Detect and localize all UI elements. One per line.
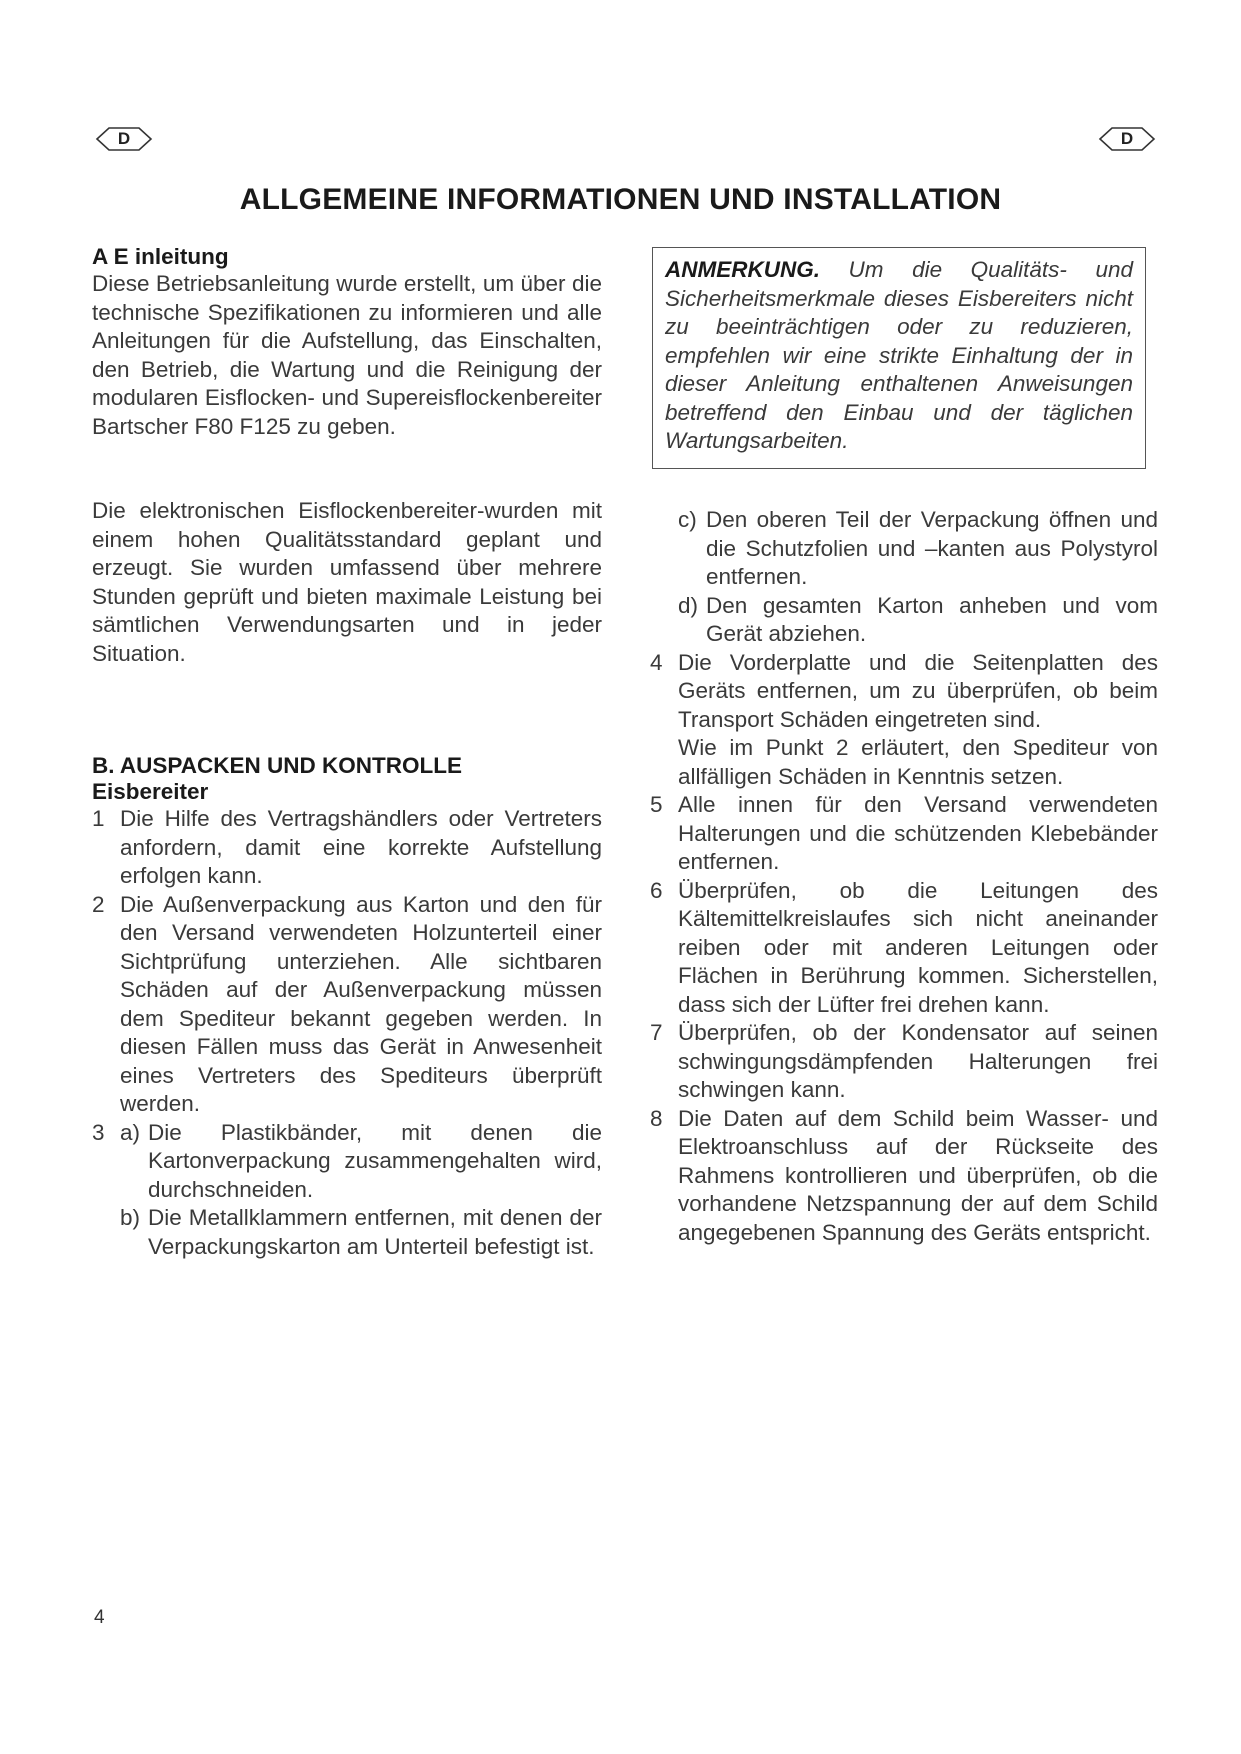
list-item bbox=[650, 1105, 1158, 1248]
sub-item bbox=[678, 506, 1158, 592]
language-badge-right bbox=[1098, 126, 1156, 152]
intro-paragraph-1 bbox=[92, 270, 602, 441]
item-number: 2 bbox=[92, 891, 105, 917]
sub-item bbox=[678, 592, 1158, 649]
sub-item-text: Die Plastikbänder, mit denen die Kartonverpackung zusammengehalten wird, durchschneiden. bbox=[148, 1119, 602, 1202]
note-label: ANMERKUNG. bbox=[665, 257, 820, 282]
list-item bbox=[650, 1019, 1158, 1105]
note-text: Um die Qualitäts- und Sicherheitsmerkmale dieses Eisbereiters nicht zu beeinträchtigen oder zu reduzieren, empfehlen wir eine strikte Einhaltung der in dieser Anleitung enthaltenen Anweisungen betreffend den Einbau und der täglichen Wartungsarbeiten. bbox=[665, 257, 1133, 453]
item-sublist bbox=[120, 1119, 602, 1262]
sub-item-letter: b) bbox=[120, 1205, 141, 1230]
item-number: 5 bbox=[650, 792, 663, 817]
item-number: 1 bbox=[92, 806, 105, 831]
item-text: Die Vorderplatte und die Seitenplatten des Geräts entfernen, um zu überprüfen, ob beim Transport Schäden eingetreten sind. bbox=[678, 649, 1158, 732]
page-number: 4 bbox=[94, 1607, 105, 1628]
page-title: ALLGEMEINE INFORMATIONEN UND INSTALLATION bbox=[239, 183, 1002, 216]
item-text: Die Außenverpackung aus Karton und den für den Versand verwendeten Holzunterteil einer Sichtprüfung unterziehen. Alle sichtbaren Schäden auf der Außenverpackung müssen dem Spediteur bekannt gegeben werden. In diesen Fällen muss das Gerät in Anwesenheit eines Vertreters des Spediteurs überprüft werden. bbox=[120, 891, 602, 1116]
list-item bbox=[650, 877, 1158, 1020]
list-item bbox=[650, 791, 1158, 877]
sub-item-letter: c) bbox=[678, 507, 697, 532]
language-badge-left bbox=[95, 126, 153, 152]
item-number: 3 bbox=[92, 1119, 105, 1145]
intro-paragraph-2 bbox=[92, 497, 602, 668]
intro-heading: A E inleitung bbox=[92, 244, 229, 269]
item-number: 6 bbox=[650, 877, 663, 903]
sub-item-text: Den oberen Teil der Verpackung öffnen und die Schutzfolien und –kanten aus Polystyrol entfernen. bbox=[706, 507, 1158, 589]
list-item bbox=[92, 805, 602, 891]
intro-text-1: Diese Betriebsanleitung wurde erstellt, um über die technische Spezifikationen zu informieren und alle Anleitungen für die Aufstellung, das Einschalten, den Betrieb, die Wartung und die Reinigung der modularen Eisflocken- und Supereisflockenbereiter Bartscher F80 F125 zu geben. bbox=[92, 271, 602, 439]
list-item bbox=[92, 1119, 602, 1262]
section-b-list bbox=[92, 805, 602, 1261]
language-badge-label: D bbox=[1120, 129, 1134, 148]
sub-item-text: Die Metallklammern entfernen, mit denen der Verpackungskarton am Unterteil befestigt ist. bbox=[148, 1205, 602, 1259]
section-b-heading: B. AUSPACKEN UND KONTROLLE bbox=[92, 753, 462, 778]
sub-item bbox=[120, 1119, 602, 1205]
item-text: Alle innen für den Versand verwendeten Halterungen und die schützenden Klebebänder entfernen. bbox=[678, 792, 1158, 874]
language-badge-label: D bbox=[117, 129, 131, 148]
item-text: Die Hilfe des Vertragshändlers oder Vertreters anfordern, damit eine korrekte Aufstellung erfolgen kann. bbox=[120, 806, 602, 888]
note-paragraph bbox=[665, 256, 1133, 456]
sub-item-text: Den gesamten Karton anheben und vom Gerät abziehen. bbox=[706, 592, 1158, 646]
sub-list-continued bbox=[678, 506, 1158, 649]
right-column-list bbox=[650, 506, 1158, 1247]
list-item bbox=[92, 891, 602, 1119]
note-box bbox=[652, 247, 1146, 469]
sub-item bbox=[120, 1204, 602, 1261]
sub-item-letter: a) bbox=[120, 1119, 141, 1145]
list-item bbox=[650, 649, 1158, 792]
item-number: 4 bbox=[650, 649, 663, 675]
intro-text-2: Die elektronischen Eisflockenbereiter-wurden mit einem hohen Qualitätsstandard geplant und erzeugt. Sie wurden umfassend über mehrere Stunden geprüft und bieten maximale Leistung bei sämtlichen Verwendungsarten und in jeder Situation. bbox=[92, 498, 602, 666]
section-b-subheading: Eisbereiter bbox=[92, 779, 209, 804]
item-text: Die Daten auf dem Schild beim Wasser- und Elektroanschluss auf der Rückseite des Rahmens kontrollieren und überprüfen, ob die vorhandene Netzspannung der auf dem Schild angegebenen Spannung des Geräts entspricht. bbox=[678, 1105, 1158, 1245]
item-number: 7 bbox=[650, 1020, 663, 1045]
item-text: Überprüfen, ob der Kondensator auf seinen schwingungsdämpfenden Halterungen frei schwingen kann. bbox=[678, 1020, 1158, 1102]
item-text: Überprüfen, ob die Leitungen des Kältemittelkreislaufes sich nicht aneinander reiben oder mit anderen Leitungen oder Flächen in Berührung kommen. Sicherstellen, dass sich der Lüfter frei drehen kann. bbox=[678, 877, 1158, 1017]
item-text-group bbox=[678, 649, 1158, 792]
item-text: Wie im Punkt 2 erläutert, den Spediteur von allfälligen Schäden in Kenntnis setzen. bbox=[678, 735, 1158, 789]
sub-item-letter: d) bbox=[678, 592, 699, 618]
item-number: 8 bbox=[650, 1105, 663, 1131]
